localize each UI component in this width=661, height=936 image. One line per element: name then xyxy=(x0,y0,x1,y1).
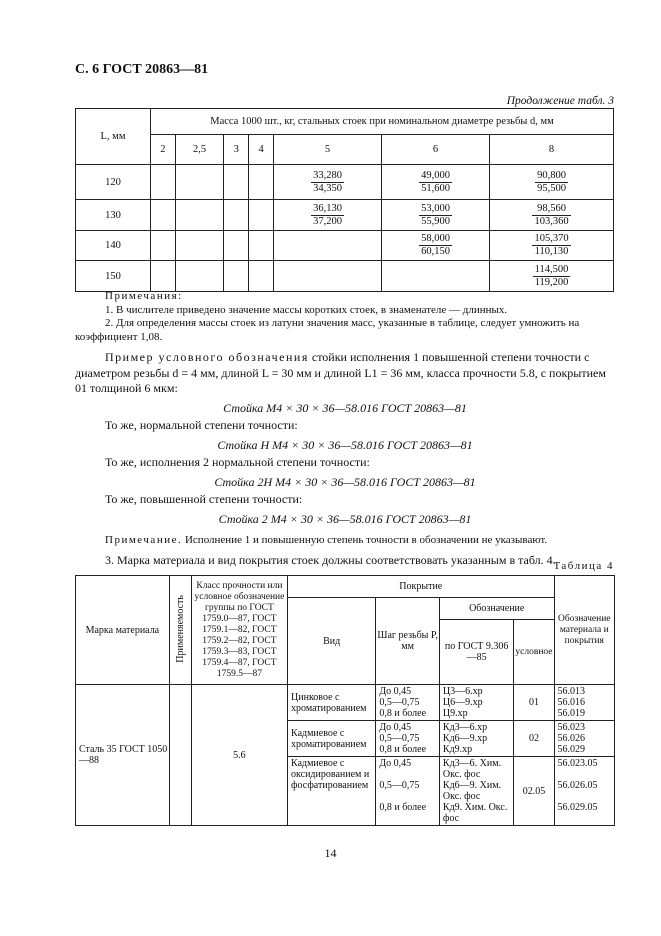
page-title: С. 6 ГОСТ 20863—81 xyxy=(75,62,209,77)
strength-cell: 5.6 xyxy=(191,685,287,826)
example-text: стойки исполнения 1 повышенной степени точности с диаметром резьбы d = 4 мм, длиной L = 30 мм и длиной L1 = 36 мм, класса прочности 5.8, с покрытием 01 толщиной 6 мкм: xyxy=(75,350,606,395)
coating-kind: Кадмиевое с хроматированием xyxy=(288,721,376,757)
conditional-code: 01 xyxy=(514,685,554,721)
conditional-code: 02 xyxy=(514,721,554,757)
diameter-header: 4 xyxy=(249,135,274,165)
designation: Стойка М4 × 30 × 36—58.016 ГОСТ 20863—81 xyxy=(223,400,467,415)
diameter-header: 2 xyxy=(151,135,176,165)
table-row: Кадмиевое с оксидированием и фосфатированием До 0,45 0,5—0,75 0,8 и более Кд3—6. Хим. Окс. фос Кд6—9. Хим. Окс. фос Кд9. Хим. Окс. фос 02.05 56.023.05 56.026.05 56.029.05 xyxy=(76,757,615,826)
coating-kind: Цинковое с хроматированием xyxy=(288,685,376,721)
material-header: Марка материала xyxy=(76,576,170,685)
kind-header: Вид xyxy=(288,598,376,685)
materials-table xyxy=(75,575,615,826)
length-cell: 130 xyxy=(76,200,151,231)
coating-kind: Кадмиевое с оксидированием и фосфатированием xyxy=(288,757,376,826)
example-line: То же, исполнения 2 нормальной степени точности: xyxy=(105,455,370,469)
length-cell: 140 xyxy=(76,231,151,261)
length-cell: 150 xyxy=(76,261,151,292)
table-row: Кадмиевое с хроматированием До 0,45 0,5—0,75 0,8 и более Кд3—6.хр Кд6—9.хр Кд9.хр 02 56.023 56.026 56.029 xyxy=(76,721,615,757)
note-label: Примечание. xyxy=(105,534,183,546)
mass-fraction: $\frac{49,000}{51,600}$ xyxy=(421,169,450,194)
diameter-header: 6 xyxy=(382,135,490,165)
table-row xyxy=(76,261,614,292)
table4-title: Таблица 4 xyxy=(553,560,614,572)
example-line: То же, повышенной степени точности: xyxy=(105,492,303,506)
mass-fraction: $\frac{53,000}{55,900}$ xyxy=(421,202,450,227)
material-cell: Сталь 35 ГОСТ 1050—88 xyxy=(76,685,170,826)
table-row xyxy=(76,231,614,261)
mass-fraction: $\frac{36,130}{37,200}$ xyxy=(313,202,342,227)
strength-header: Класс прочности или условное обозначение группы по ГОСТ 1759.0—87, ГОСТ 1759.1—82, ГОСТ 1759.2—82, ГОСТ 1759.3—83, ГОСТ 1759.4—87, ГОСТ 1759.5—87 xyxy=(191,576,287,685)
notes-block xyxy=(75,290,615,344)
coating-header: Покрытие xyxy=(288,576,554,598)
note-item: 2. Для определения массы стоек из латуни значения масс, указанные в таблице, следует умножить на коэффициент 1,08. xyxy=(75,317,580,343)
designation-header: Обозначение xyxy=(439,598,554,620)
mass-fraction: $\frac{58,000}{60,150}$ xyxy=(421,233,450,257)
table-row xyxy=(76,200,614,231)
mass-fraction: $\frac{33,280}{34,350}$ xyxy=(313,169,342,194)
note-item: 1. В числителе приведено значение массы коротких стоек, в знаменателе — длинных. xyxy=(105,303,508,316)
designation: Стойка 2Н М4 × 30 × 36—58.016 ГОСТ 20863—81 xyxy=(214,474,476,489)
l-header: L, мм xyxy=(76,109,151,165)
designation: Стойка Н М4 × 30 × 36—58.016 ГОСТ 20863—81 xyxy=(217,437,473,452)
mat-coating-header: Обозначение материала и покрытия xyxy=(554,576,614,685)
designation-example xyxy=(75,350,615,568)
conditional-code: 02.05 xyxy=(514,757,554,826)
mass-table xyxy=(75,108,614,292)
designation: Стойка 2 М4 × 30 × 36—58.016 ГОСТ 20863—81 xyxy=(218,511,472,526)
table-row xyxy=(76,165,614,200)
note-text: Исполнение 1 и повышенную степень точности в обозначении не указывают. xyxy=(182,534,548,546)
diameter-header: 8 xyxy=(490,135,614,165)
mass-fraction: $\frac{90,800}{95,500}$ xyxy=(537,169,566,194)
mass-fraction: $\frac{98,560}{103,360}$ xyxy=(534,202,569,227)
diameter-header: 3 xyxy=(224,135,249,165)
clause-3: 3. Марка материала и вид покрытия стоек должны соответствовать указанным в табл. 4. xyxy=(105,552,556,567)
applicability-header: Применяемость xyxy=(174,594,186,663)
example-heading: Пример условного обозначения xyxy=(105,350,309,364)
notes-heading: Примечания: xyxy=(105,290,183,302)
diameter-header: 2,5 xyxy=(175,135,224,165)
page-number: 14 xyxy=(324,846,337,860)
pitch-header: Шаг резьбы P, мм xyxy=(376,598,440,685)
mass-fraction: $\frac{105,370}{110,130}$ xyxy=(534,233,569,257)
gost-header: по ГОСТ 9.306—85 xyxy=(439,620,514,685)
length-cell: 120 xyxy=(76,165,151,200)
diameter-header: 5 xyxy=(274,135,382,165)
example-line: То же, нормальной степени точности: xyxy=(105,418,298,432)
conditional-header: условное xyxy=(514,620,554,685)
mass-header: Масса 1000 шт., кг, стальных стоек при номинальном диаметре резьбы d, мм xyxy=(151,109,614,135)
table-continuation-caption: Продолжение табл. 3 xyxy=(506,95,614,107)
mass-fraction: $\frac{114,500}{119,200}$ xyxy=(534,263,569,288)
table-row: Сталь 35 ГОСТ 1050—88 5.6 Цинковое с хроматированием До 0,45 0,5—0,75 0,8 и более Ц3—6.хр Ц6—9.хр Ц9.хр 01 56.013 56.016 56.019 xyxy=(76,685,615,721)
